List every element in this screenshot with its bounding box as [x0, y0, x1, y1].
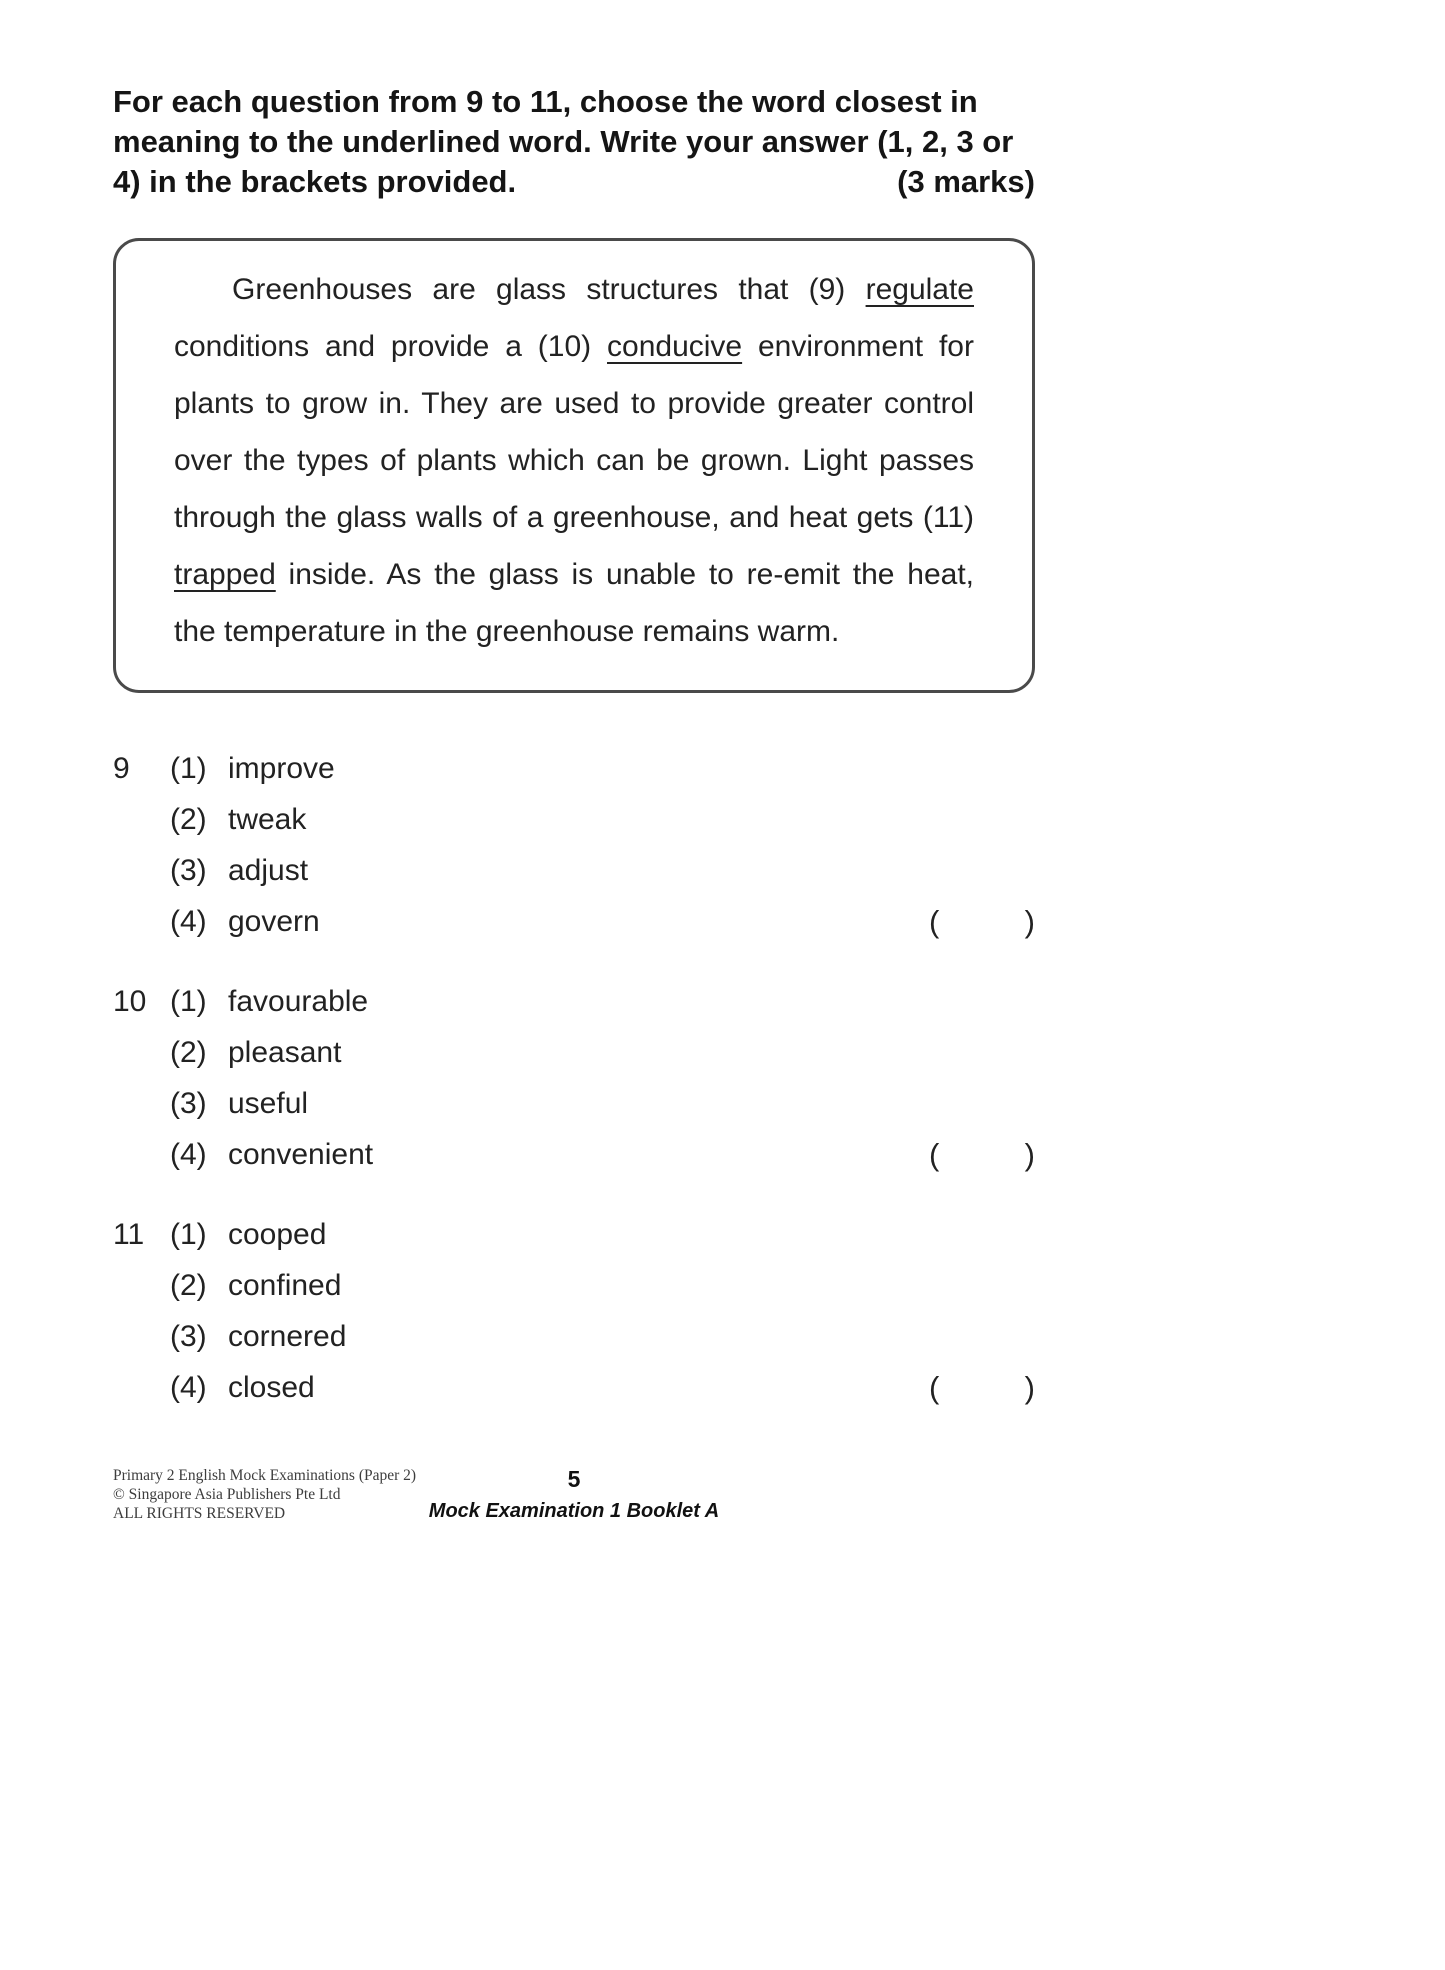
- option-number: (3): [170, 854, 207, 887]
- option-text: cooped: [228, 1218, 327, 1251]
- answer-bracket-open: (: [929, 904, 940, 939]
- marks-label: (3 marks): [897, 164, 1035, 199]
- option-number: (2): [170, 1036, 207, 1069]
- imprint-line: © Singapore Asia Publishers Pte Ltd: [113, 1486, 341, 1503]
- option-list: [170, 1209, 1035, 1413]
- option-text: pleasant: [228, 1036, 342, 1069]
- answer-bracket-close: ): [1024, 904, 1035, 939]
- option-text: govern: [228, 905, 320, 938]
- option-text: convenient: [228, 1138, 374, 1171]
- passage-segment: environment for plants to grow in. They are used to provide greater control over the types of plants which can be grown. Light passes through the glass walls of a greenhouse, and heat gets (11): [174, 330, 974, 534]
- instructions-line-3: [113, 162, 1035, 202]
- option-list: [170, 743, 1035, 947]
- option-number: (2): [170, 1269, 207, 1302]
- option-number: (3): [170, 1087, 207, 1120]
- option-number: (1): [170, 752, 207, 785]
- answer-bracket-close: ): [1024, 1370, 1035, 1405]
- option-row: [170, 1129, 1035, 1180]
- option-row: [170, 896, 1035, 947]
- option-row: [170, 845, 1035, 896]
- passage-segment: inside. As the glass is unable to re-emit the heat, the temperature in the greenhouse remains warm.: [174, 558, 974, 648]
- option-number: (1): [170, 1218, 207, 1251]
- footer-center: [113, 1466, 1035, 1523]
- passage-text: [174, 261, 974, 660]
- option-row: [170, 1078, 1035, 1129]
- option-row: [170, 1311, 1035, 1362]
- question-block: [113, 1209, 1035, 1413]
- answer-bracket-close: ): [1024, 1137, 1035, 1172]
- option-text: cornered: [228, 1320, 347, 1353]
- imprint-line: Primary 2 English Mock Examinations (Paper 2): [113, 1467, 417, 1484]
- option-number: (4): [170, 1138, 207, 1171]
- question-number: 10: [113, 985, 147, 1018]
- option-text: useful: [228, 1087, 309, 1120]
- questions: [113, 743, 1035, 1413]
- option-row: [170, 1027, 1035, 1078]
- option-text: adjust: [228, 854, 309, 887]
- question-block: [113, 976, 1035, 1180]
- passage-underlined-word: conducive: [607, 330, 743, 363]
- option-number: (3): [170, 1320, 207, 1353]
- instructions-line-3-text: 4) in the brackets provided.: [113, 164, 517, 199]
- option-text: confined: [228, 1269, 342, 1302]
- passage-segment: Greenhouses are glass structures that (9): [232, 273, 866, 306]
- option-text: favourable: [228, 985, 369, 1018]
- option-row: [170, 1260, 1035, 1311]
- option-number: (1): [170, 985, 207, 1018]
- page-footer: [113, 1466, 1035, 1546]
- answer-bracket: [929, 896, 1035, 947]
- answer-bracket-open: (: [929, 1137, 940, 1172]
- option-text: tweak: [228, 803, 307, 836]
- instructions-line-1: For each question from 9 to 11, choose the word closest in: [113, 84, 978, 119]
- option-row: [170, 1362, 1035, 1413]
- option-text: improve: [228, 752, 335, 785]
- passage-box: [113, 238, 1035, 693]
- option-number: (2): [170, 803, 207, 836]
- imprint-line: ALL RIGHTS RESERVED: [113, 1505, 286, 1522]
- question-block: [113, 743, 1035, 947]
- booklet-title: Mock Examination 1 Booklet A: [428, 1500, 720, 1522]
- answer-bracket-open: (: [929, 1370, 940, 1405]
- passage-underlined-word: trapped: [174, 558, 276, 591]
- question-number: 9: [113, 752, 130, 785]
- page-content: [113, 82, 1035, 1442]
- page-number: 5: [567, 1466, 581, 1492]
- option-number: (4): [170, 1371, 207, 1404]
- option-number: (4): [170, 905, 207, 938]
- answer-bracket: [929, 1129, 1035, 1180]
- passage-underlined-word: regulate: [865, 273, 974, 306]
- instructions-line-2: meaning to the underlined word. Write your answer (1, 2, 3 or: [113, 124, 1014, 159]
- passage-segment: conditions and provide a (10): [174, 330, 608, 363]
- option-text: closed: [228, 1371, 315, 1404]
- option-row: [170, 976, 1035, 1027]
- option-list: [170, 976, 1035, 1180]
- option-row: [170, 794, 1035, 845]
- option-row: [170, 1209, 1035, 1260]
- option-row: [170, 743, 1035, 794]
- question-number: 11: [113, 1218, 145, 1251]
- answer-bracket: [929, 1362, 1035, 1413]
- question-instructions: [113, 82, 1035, 202]
